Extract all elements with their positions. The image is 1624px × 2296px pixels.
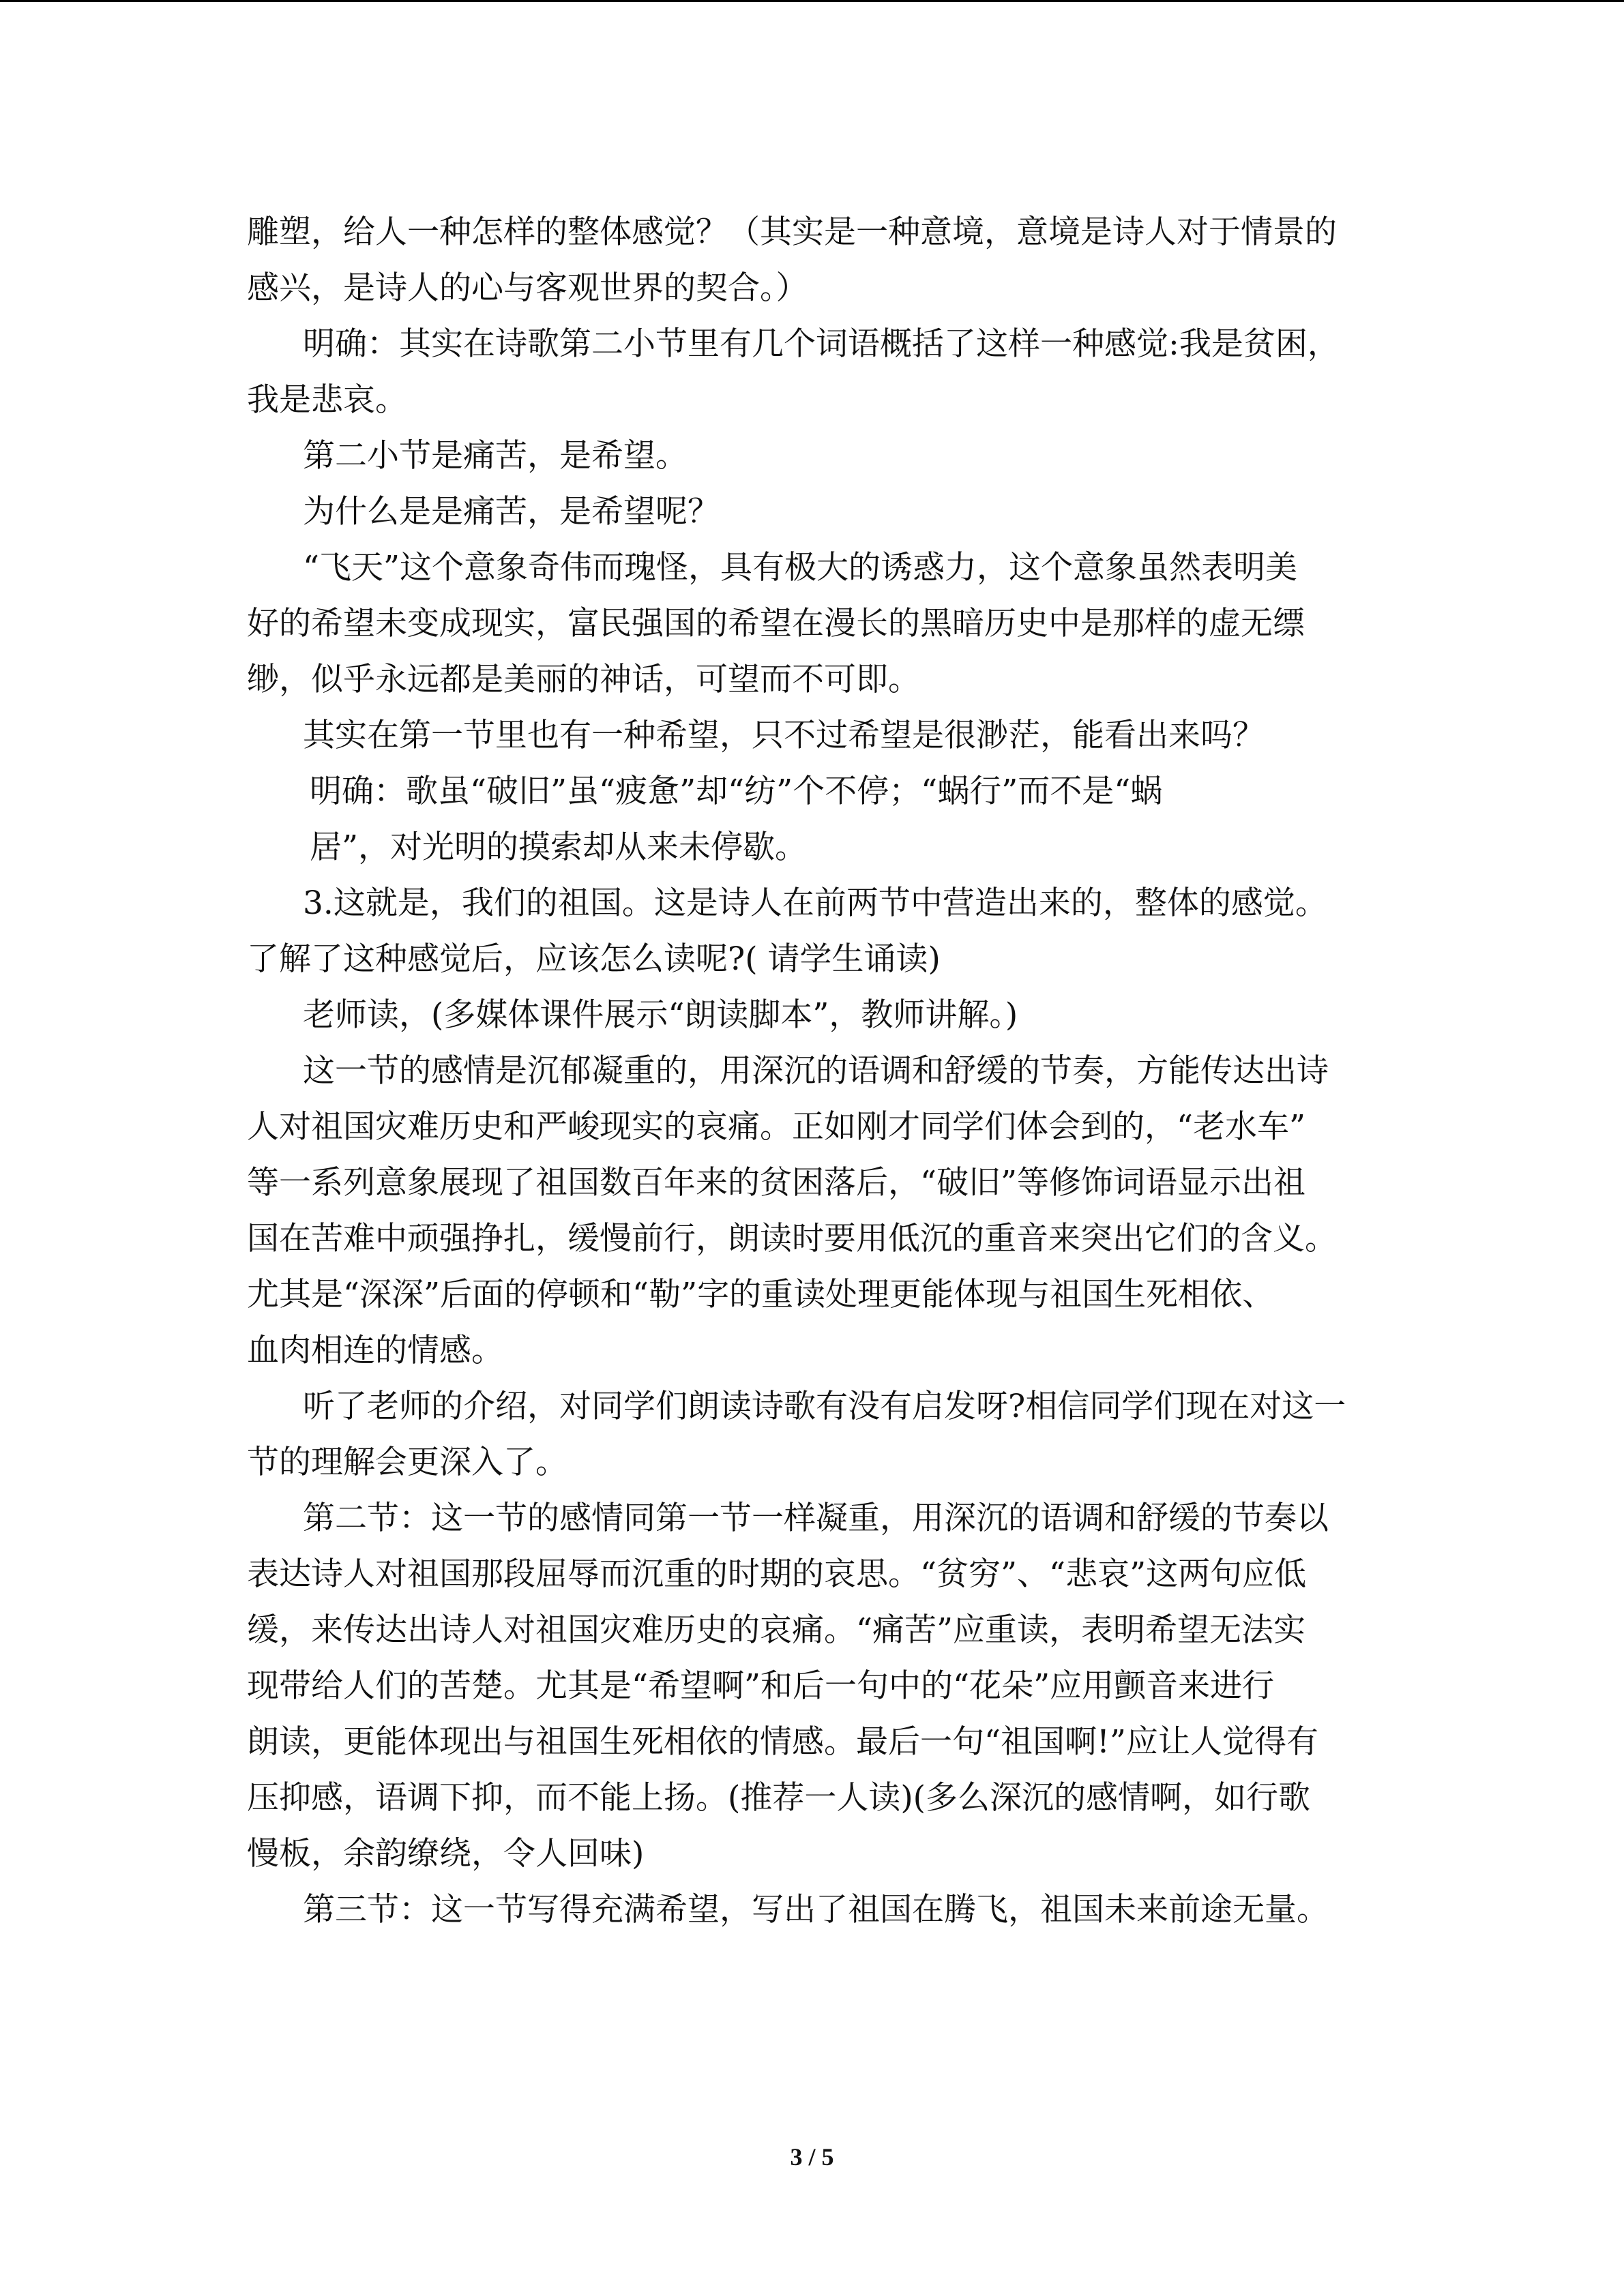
- text-line: 现带给人们的苦楚。尤其是“希望啊”和后一句中的“花朵”应用颤音来进行: [247, 1667, 1275, 1705]
- text-line: 明确：歌虽“破旧”虽“疲惫”却“纺”个不停；“蜗行”而不是“蜗: [310, 773, 1163, 810]
- text-line: 3.这就是，我们的祖国。这是诗人在前两节中营造出来的，整体的感觉。: [303, 884, 1327, 922]
- text-line: 缈，似乎永远都是美丽的神话，可望而不可即。: [247, 661, 920, 698]
- text-line: 第二小节是痛苦，是希望。: [303, 437, 688, 475]
- text-line: “飞天”这个意象奇伟而瑰怪，具有极大的诱惑力，这个意象虽然表明美: [303, 549, 1298, 586]
- page-number: 3 / 5: [790, 2143, 834, 2171]
- text-line: 雕塑，给人一种怎样的整体感觉？（其实是一种意境，意境是诗人对于情景的: [247, 213, 1337, 251]
- text-line: 国在苦难中顽强挣扎，缓慢前行，朗读时要用低沉的重音来突出它们的含义。: [247, 1220, 1337, 1257]
- text-line: 为什么是是痛苦，是希望呢？: [303, 493, 720, 531]
- document-body: [247, 205, 1379, 1938]
- text-line: 慢板，余韵缭绕，令人回味): [247, 1835, 645, 1873]
- text-line: 尤其是“深深”后面的停顿和“勒”字的重读处理更能体现与祖国生死相依、: [247, 1276, 1275, 1313]
- text-line: 其实在第一节里也有一种希望，只不过希望是很渺茫，能看出来吗？: [303, 717, 1265, 754]
- text-line: 我是悲哀。: [247, 381, 407, 419]
- text-line: 第三节：这一节写得充满希望，写出了祖国在腾飞，祖国未来前途无量。: [303, 1891, 1329, 1928]
- text-line: 人对祖国灾难历史和严峻现实的哀痛。正如刚才同学们体会到的，“老水车”: [247, 1108, 1306, 1146]
- text-line: 明确：其实在诗歌第二小节里有几个词语概括了这样一种感觉:我是贫困，: [303, 325, 1340, 363]
- text-line: 节的理解会更深入了。: [247, 1444, 567, 1481]
- text-line: 好的希望未变成现实，富民强国的希望在漫长的黑暗历史中是那样的虚无缥: [247, 605, 1305, 642]
- text-line: 老师读，(多媒体课件展示“朗读脚本”，教师讲解。): [303, 996, 1018, 1034]
- text-line: 居”，对光明的摸索却从来未停歇。: [310, 829, 808, 866]
- text-line: 感兴，是诗人的心与客观世界的契合。）: [247, 269, 808, 307]
- text-line: 朗读，更能体现出与祖国生死相依的情感。最后一句“祖国啊!”应让人觉得有: [247, 1723, 1318, 1761]
- text-line: 表达诗人对祖国那段屈辱而沉重的时期的哀思。“贫穷”、“悲哀”这两句应低: [247, 1555, 1307, 1593]
- text-line: 等一系列意象展现了祖国数百年来的贫困落后，“破旧”等修饰词语显示出祖: [247, 1164, 1306, 1202]
- text-line: 这一节的感情是沉郁凝重的，用深沉的语调和舒缓的节奏，方能传达出诗: [303, 1052, 1329, 1090]
- text-line: 压抑感，语调下抑，而不能上扬。(推荐一人读)(多么深沉的感情啊，如行歌: [247, 1779, 1311, 1817]
- text-line: 缓，来传达出诗人对祖国灾难历史的哀痛。“痛苦”应重读，表明希望无法实: [247, 1611, 1306, 1649]
- text-line: 了解了这种感觉后，应该怎么读呢?( 请学生诵读): [247, 940, 941, 978]
- top-border-line: [0, 0, 1624, 2]
- text-line: 听了老师的介绍，对同学们朗读诗歌有没有启发呀?相信同学们现在对这一: [303, 1388, 1346, 1425]
- text-line: 血肉相连的情感。: [247, 1332, 503, 1369]
- text-line: 第二节：这一节的感情同第一节一样凝重，用深沉的语调和舒缓的节奏以: [303, 1500, 1329, 1537]
